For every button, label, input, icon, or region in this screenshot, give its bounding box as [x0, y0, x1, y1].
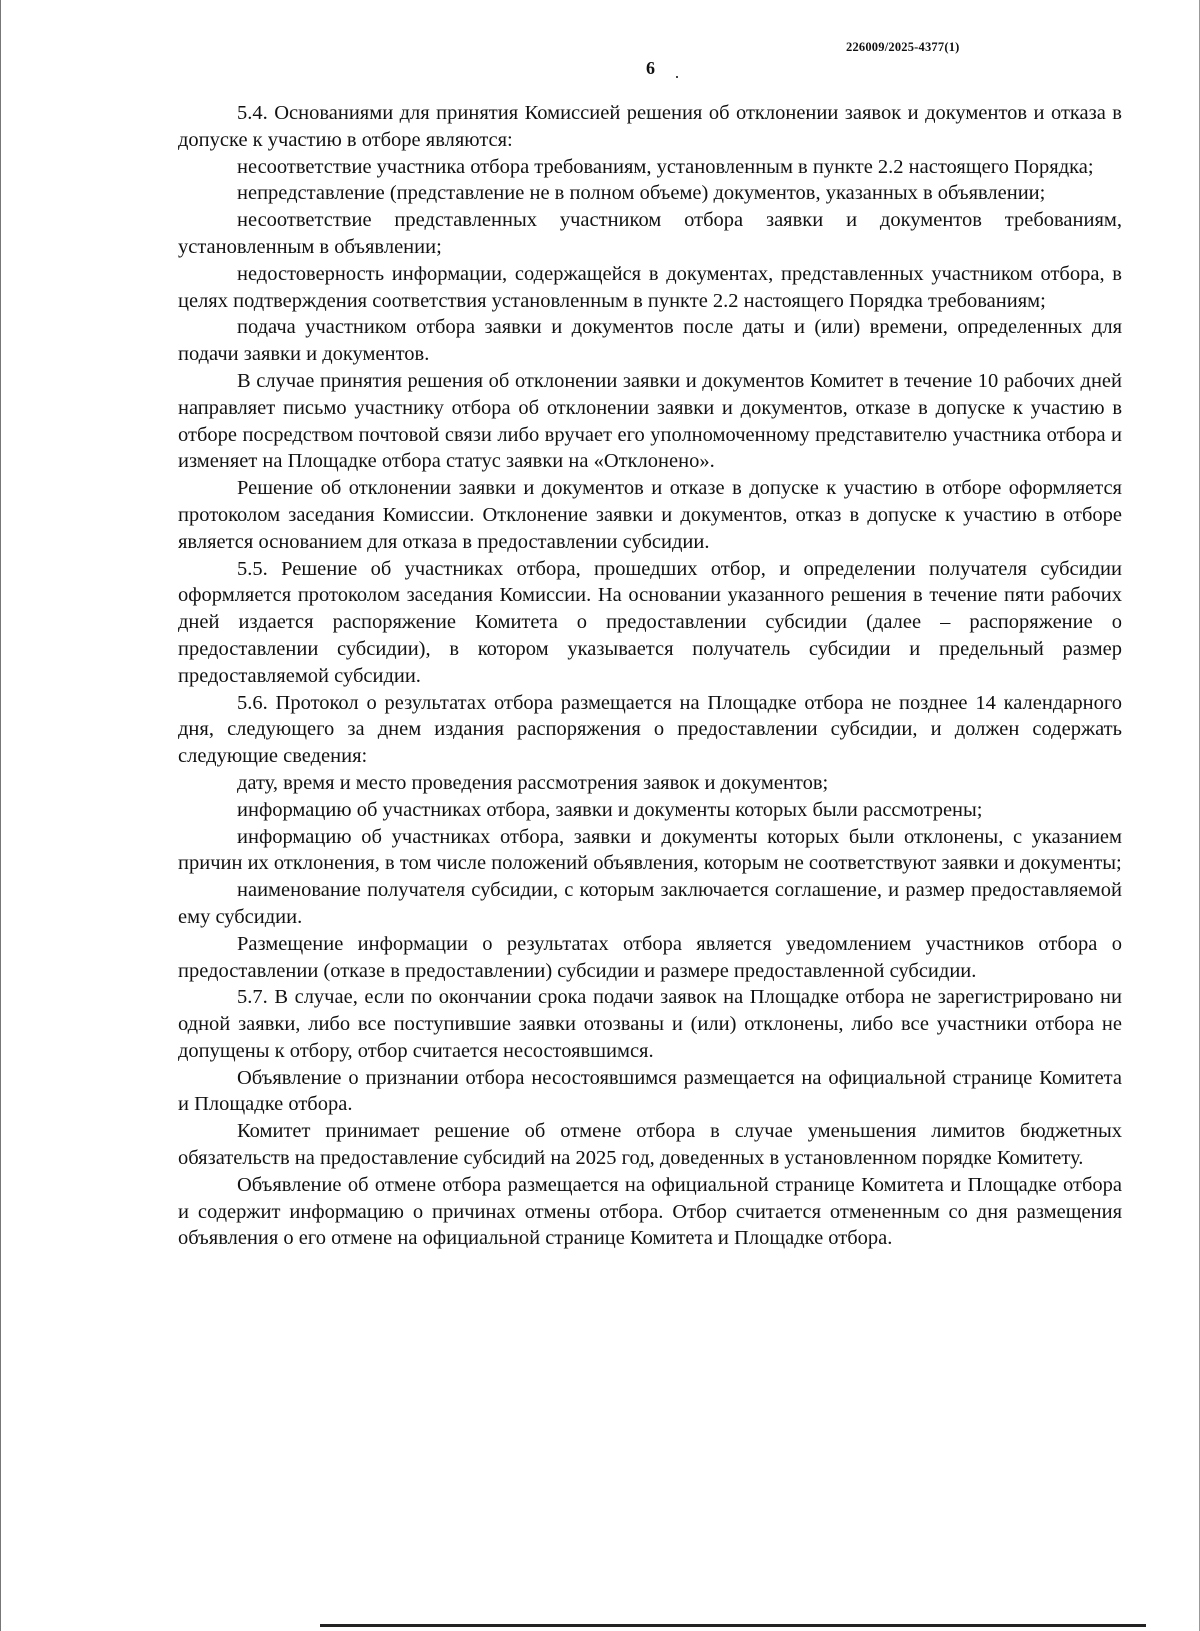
- paragraph-ground-3: несоответствие представленных участником отбора заявки и документов требованиям, установленным в объявлении;: [178, 209, 1122, 258]
- paragraph-5-5: 5.5. Решение об участниках отбора, прошедших отбор, и определении получателя субсидии оформляется протоколом заседания Комиссии. На основании указанного решения в течение пяти рабочих дней издается распоряжение Комитета о предоставлении субсидии (далее – распоряжение о предоставлении субсидии), в котором указывается получатель субсидии и предельный размер предоставляемой субсидии.: [178, 557, 1122, 687]
- scan-bottom-border: [320, 1624, 1146, 1627]
- paragraph-protocol-item-2: информацию об участниках отбора, заявки и документы которых были рассмотрены;: [237, 798, 983, 821]
- paragraph-ground-5: подача участником отбора заявки и документов после даты и (или) времени, определенных для подачи заявки и документов.: [178, 316, 1122, 366]
- paragraph-results-notification: Размещение информации о результатах отбора является уведомлением участников отбора о предоставлении (отказе в предоставлении) субсидии и размере предоставленной субсидии.: [178, 932, 1122, 982]
- paragraph-5-7: 5.7. В случае, если по окончании срока подачи заявок на Площадке отбора не зарегистрировано ни одной заявки, либо все поступившие заявки отозваны и (или) отклонены, либо все участники отбора не допущены к отбору, отбор считается несостоявшимся.: [178, 986, 1122, 1062]
- document-body: [178, 100, 1122, 1252]
- paragraph-failed-announcement: Объявление о признании отбора несостоявшимся размещается на официальной странице Комитета и Площадке отбора.: [178, 1066, 1122, 1116]
- paragraph-ground-1: несоответствие участника отбора требованиям, установленным в пункте 2.2 настоящего Порядка;: [237, 155, 1094, 178]
- paragraph-cancellation-announcement: Объявление об отмене отбора размещается на официальной странице Комитета и Площадке отбора и содержит информацию о причинах отмены отбора. Отбор считается отмененным со дня размещения объявления о его отмене на официальной странице Комитета и Площадке отбора.: [178, 1173, 1122, 1250]
- paragraph-protocol-item-1: дату, время и место проведения рассмотрения заявок и документов;: [237, 771, 829, 794]
- paragraph-protocol-item-3: информацию об участниках отбора, заявки и документы которых были отклонены, с указанием причин их отклонения, в том числе положений объявления, которым не соответствуют заявки и документы;: [178, 825, 1122, 875]
- scan-speck: [676, 76, 678, 78]
- paragraph-protocol-item-4: наименование получателя субсидии, с которым заключается соглашение, и размер предоставляемой ему субсидии.: [178, 879, 1122, 928]
- document-registration-number: 226009/2025-4377(1): [846, 40, 960, 54]
- paragraph-rejection-protocol: Решение об отклонении заявки и документов и отказе в допуске к участию в отборе оформляется протоколом заседания Комиссии. Отклонение заявки и документов, отказ в допуске к участию в отборе является основанием для отказа в предоставлении субсидии.: [178, 477, 1122, 553]
- scan-left-edge: [0, 0, 1, 1631]
- page-number: 6: [646, 58, 655, 78]
- paragraph-5-6-intro: 5.6. Протокол о результатах отбора размещается на Площадке отбора не позднее 14 календарного дня, следующего за днем издания распоряжения о предоставлении субсидии, и должен содержать следующие сведения:: [178, 691, 1122, 768]
- paragraph-rejection-notice: В случае принятия решения об отклонении заявки и документов Комитет в течение 10 рабочих дней направляет письмо участнику отбора об отклонении заявки и документов, отказе в допуске к участию в отборе посредством почтовой связи либо вручает его уполномоченному представителю участника отбора и изменяет на Площадке отбора статус заявки на «Отклонено».: [178, 369, 1122, 473]
- paragraph-cancellation-decision: Комитет принимает решение об отмене отбора в случае уменьшения лимитов бюджетных обязательств на предоставление субсидий на 2025 год, доведенных в установленном порядке Комитету.: [178, 1120, 1122, 1170]
- paragraph-ground-2: непредставление (представление не в полном объеме) документов, указанных в объявлении;: [237, 182, 1046, 205]
- paragraph-ground-4: недостоверность информации, содержащейся в документах, представленных участником отбора, в целях подтверждения соответствия установленным в пункте 2.2 настоящего Порядка требованиям;: [178, 262, 1122, 312]
- paragraph-5-4-intro: 5.4. Основаниями для принятия Комиссией решения об отклонении заявок и документов и отказа в допуске к участию в отборе являются:: [178, 102, 1122, 151]
